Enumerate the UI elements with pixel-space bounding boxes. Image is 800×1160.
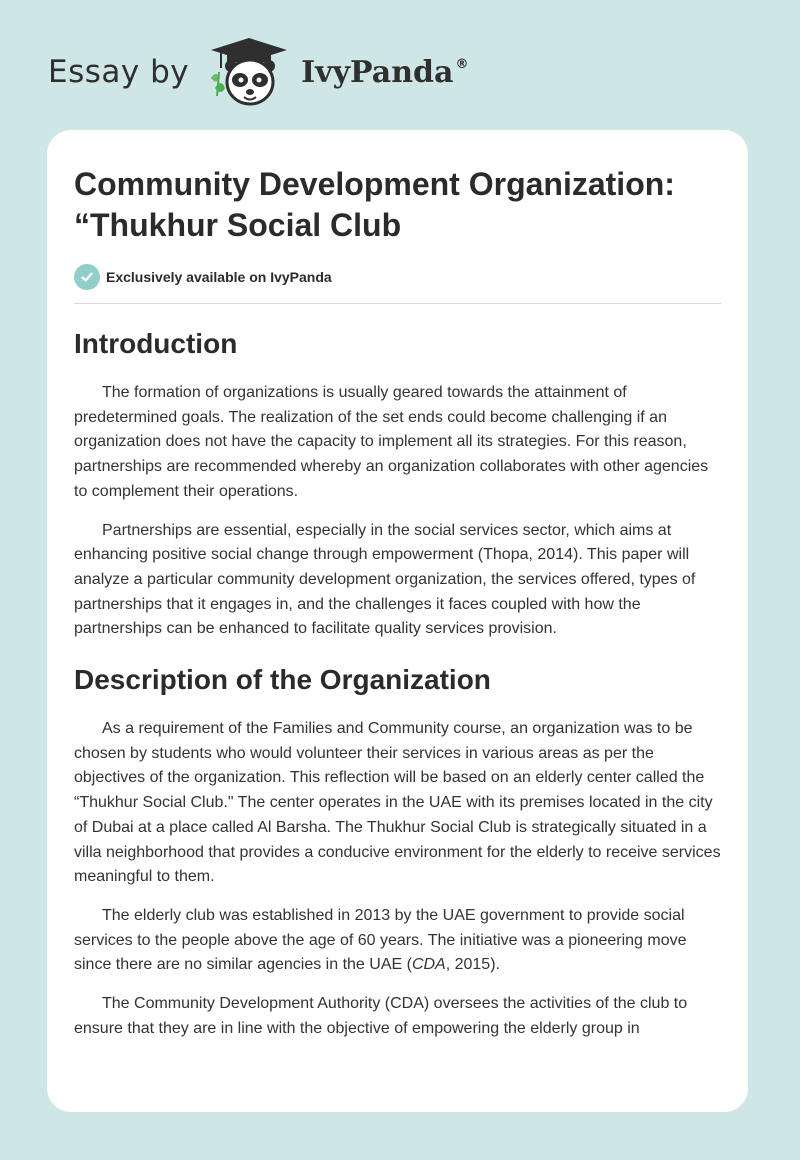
intro-paragraph-1: The formation of organizations is usually geared towards the attainment of predetermined goals. The realization of the set ends could become challenging if an organization does not have the capacity to implement all its strategies. For this reason, partnerships are recommended whereby an organization collaborates with other agencies to complement their operations. [74,384,709,500]
exclusive-badge [74,264,721,290]
registered-mark: ® [455,56,469,72]
description-paragraph-2 [74,904,721,978]
brand-header[interactable] [48,36,468,108]
title-divider [74,303,721,304]
paragraph-text: The elderly club was established in 2013 by the UAE government to provide social services to the people above the age of 60 years. The initiative was a pioneering move since there are no similar agencies in the UAE ( [74,906,687,974]
description-paragraph-3: The Community Development Authority (CDA) oversees the activities of the club to ensure that they are in line with the objective of empowering the elderly group in [74,995,688,1037]
section-heading-description: Description of the Organization [74,664,491,696]
brand-name [301,55,468,90]
essay-title: Community Development Organization: “Thukhur Social Club [74,166,675,243]
essay-card [47,130,748,1112]
description-paragraph-1: As a requirement of the Families and Community course, an organization was to be chosen by students who would volunteer their services in various areas as per the objectives of the organization. This reflection will be based on an elderly center called the “Thukhur Social Club." The center operates in the UAE with its premises located in the city of Dubai at a place called Al Barsha. The Thukhur Social Club is strategically situated in a villa neighborhood that provides a conducive environment for the elderly to receive services meaningful to them. [74,720,721,886]
brand-name-text: IvyPanda [301,54,454,90]
intro-paragraph-2: Partnerships are essential, especially in the social services sector, which aims at enhancing positive social change through empowerment (Thopa, 2014). This paper will analyze a particular community development organization, the services offered, types of partnerships that it engages in, and the challenges it faces coupled with how the partnerships can be enhanced to facilitate quality services provision. [74,521,696,638]
paragraph-text-end: , 2015). [445,956,500,974]
badge-text: Exclusively available on IvyPanda [106,269,332,285]
check-icon [74,264,100,290]
brand-prefix: Essay by [48,54,190,90]
panda-logo-icon [203,36,293,108]
section-heading-introduction: Introduction [74,328,238,359]
citation-cda: CDA [411,956,446,974]
